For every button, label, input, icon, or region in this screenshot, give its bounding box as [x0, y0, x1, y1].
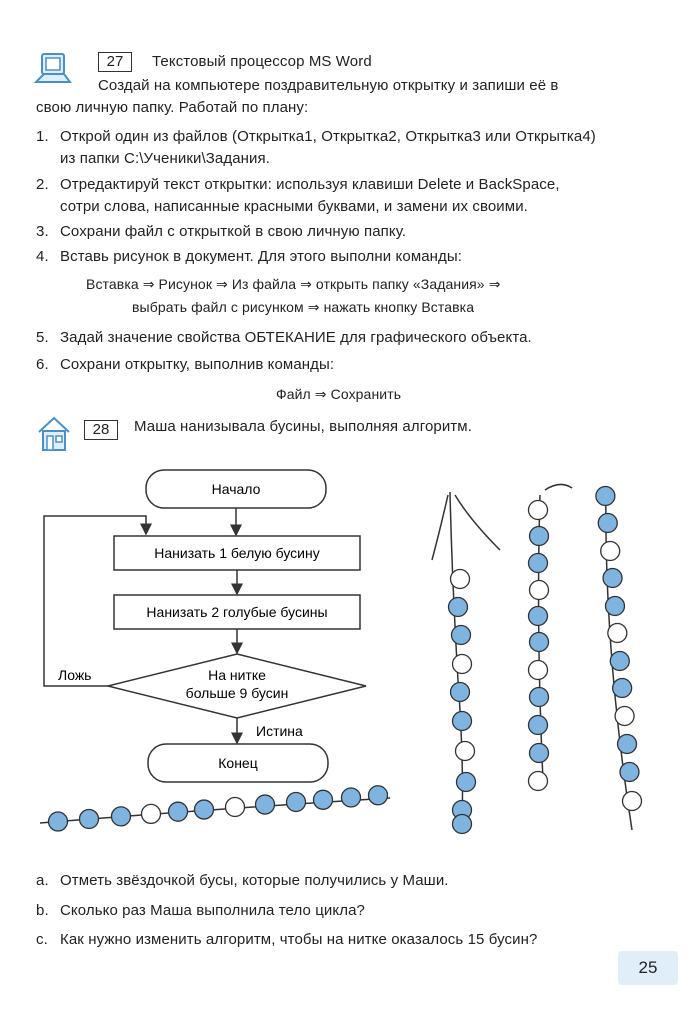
bead-horizontal [256, 795, 275, 814]
bead-string-4 [603, 569, 622, 588]
save-command: Файл ⇒ Сохранить [276, 386, 402, 402]
bead-string-2 [456, 742, 475, 761]
flow-condition-line2: больше 9 бусин [185, 685, 289, 701]
question-c: Как нужно изменить алгоритм, чтобы на нитке оказалось 15 бусин? [60, 931, 538, 948]
bead-string-3 [530, 744, 549, 763]
bead-string-3 [530, 688, 549, 707]
bead-string-4 [601, 542, 620, 561]
bead-horizontal [342, 788, 361, 807]
question-a-letter: a. [36, 872, 49, 889]
question-b-letter: b. [36, 902, 49, 919]
bead-string-3 [530, 581, 549, 600]
bead-string-2 [457, 773, 476, 792]
bead-string-2 [451, 683, 470, 702]
bead-string-3 [529, 661, 548, 680]
bead-horizontal [195, 800, 214, 819]
flow-step2-label: Нанизать 2 голубые бусины [146, 604, 328, 620]
bead-horizontal [49, 812, 68, 831]
bead-string-4 [615, 707, 634, 726]
bead-string-4 [608, 624, 627, 643]
bead-string-4 [623, 792, 642, 811]
question-a: Отметь звёздочкой бусы, которые получились у Маши. [60, 872, 449, 889]
bead-string-3 [529, 554, 548, 573]
step-number: 1. [36, 128, 49, 145]
bead-string-2 [453, 655, 472, 674]
bead-horizontal [169, 802, 188, 821]
step-6-line1: Сохрани открытку, выполнив команды: [60, 356, 335, 373]
task-27-number: 27 [98, 52, 132, 72]
bead-string-2 [449, 598, 468, 617]
task-28-title: Маша нанизывала бусины, выполняя алгоритм. [134, 418, 472, 435]
step-number: 2. [36, 176, 49, 193]
page-number: 25 [618, 951, 678, 985]
bead-string-2 [453, 815, 472, 834]
task-27-title: Текстовый процессор MS Word [152, 53, 372, 70]
bead-string-4 [613, 679, 632, 698]
step-2-line2: сотри слова, написанные красными буквами, и замени их своими. [60, 198, 528, 215]
step-1-line1: Открой один из файлов (Открытка1, Открытка2, Открытка3 или Открытка4) [60, 128, 596, 145]
house-icon [36, 414, 72, 454]
step-2-line1: Отредактируй текст открытки: используя клавиши Delete и BackSpace, [60, 176, 560, 193]
computer-icon [34, 52, 74, 86]
step-5-line1: Задай значение свойства ОБТЕКАНИЕ для графического объекта. [60, 329, 532, 346]
question-c-letter: c. [36, 931, 48, 948]
bead-horizontal [112, 807, 131, 826]
bead-string-3 [529, 716, 548, 735]
bead-string-4 [596, 487, 615, 506]
bead-horizontal [80, 809, 99, 828]
task-28-number: 28 [84, 420, 118, 440]
bead-horizontal [142, 804, 161, 823]
bead-string-2 [451, 570, 470, 589]
task-27-intro-line2: свою личную папку. Работай по плану: [36, 99, 309, 116]
bead-string-3 [530, 633, 549, 652]
task-27-intro-line1: Создай на компьютере поздравительную открытку и запиши её в [98, 77, 559, 94]
step-1-line2: из папки C:\Ученики\Задания. [60, 150, 270, 167]
flow-false-label: Ложь [58, 667, 92, 683]
step-number: 3. [36, 223, 49, 240]
flow-end-label: Конец [218, 755, 258, 771]
bead-string-4 [598, 514, 617, 533]
bead-horizontal [226, 798, 245, 817]
bead-horizontal [287, 793, 306, 812]
commands-line1: Вставка ⇒ Рисунок ⇒ Из файла ⇒ открыть папку «Задания» ⇒ [86, 276, 501, 292]
step-3-line1: Сохрани файл с открыткой в свою личную папку. [60, 223, 407, 240]
flow-condition-line1: На нитке [208, 667, 266, 683]
bead-string-2 [452, 626, 471, 645]
commands-line2: выбрать файл с рисунком ⇒ нажать кнопку Вставка [132, 299, 475, 315]
bead-string-4 [610, 652, 629, 671]
bead-string-3 [529, 772, 548, 791]
bead-strings [0, 480, 700, 860]
bead-string-2 [453, 712, 472, 731]
bead-string-4 [605, 597, 624, 616]
bead-string-4 [620, 763, 639, 782]
bead-string-4 [618, 735, 637, 754]
bead-horizontal [369, 786, 388, 805]
flow-true-label: Истина [256, 723, 303, 739]
question-b: Сколько раз Маша выполнила тело цикла? [60, 902, 365, 919]
step-4-line1: Вставь рисунок в документ. Для этого выполни команды: [60, 248, 463, 265]
bead-horizontal [314, 790, 333, 809]
bead-string-3 [529, 607, 548, 626]
flow-start-label: Начало [211, 481, 261, 497]
step-number: 6. [36, 356, 49, 373]
step-number: 4. [36, 248, 49, 265]
flow-step1-label: Нанизать 1 белую бусину [154, 545, 320, 561]
bead-string-3 [529, 501, 548, 520]
step-number: 5. [36, 329, 49, 346]
bead-string-3 [530, 527, 549, 546]
